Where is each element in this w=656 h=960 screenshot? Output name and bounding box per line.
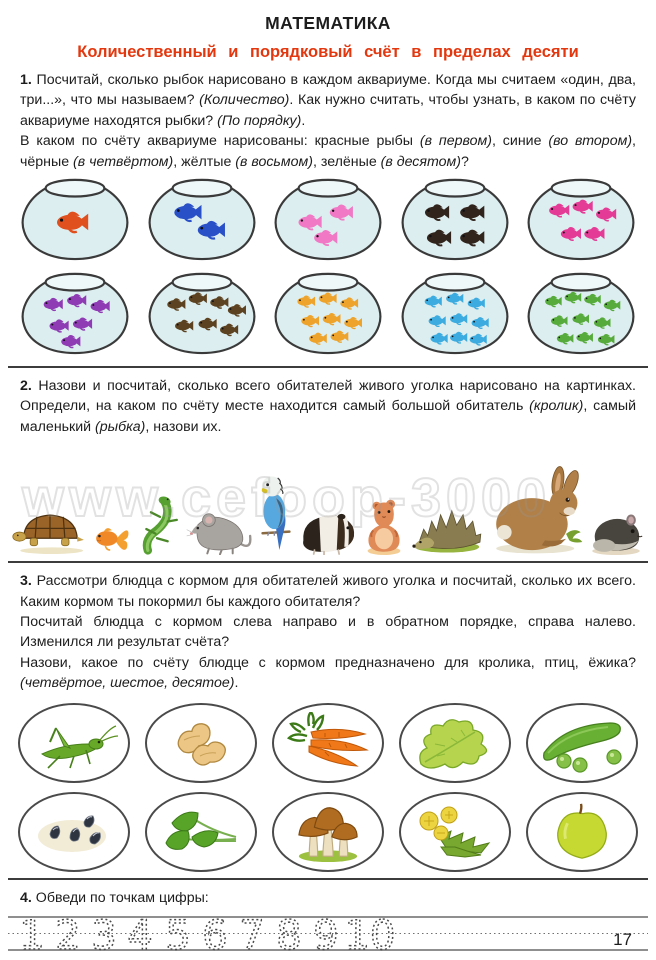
text-segment: , синие [491,133,549,150]
chinchilla-icon [588,509,644,555]
saucer-row-1 [0,703,656,783]
saucer-1 [18,703,130,783]
aquarium-3-pink [269,175,387,266]
fishbowl-icon [396,175,514,261]
text-segment: Рассмотри блюдца с кормом для обитателей живого уголка и посчитай, сколько их всего. Каким кормом ты покормил бы каждого обитателя? [20,573,636,610]
task2-text [20,376,636,437]
text-segment: . Как нужно считать, чтобы узнать, в каком по счёту аквариуме находятся рыбки? [20,92,636,129]
trace-digit-7[interactable]: 7 [239,915,265,956]
text-segment: , назови их. [145,418,222,435]
trace-digit-6[interactable]: 6 [202,915,228,956]
saucer-5 [526,703,638,783]
saucer-row-2 [0,792,656,872]
aquarium-9-light-blue [396,269,514,360]
rabbit-icon [488,464,584,555]
text-segment: (Количество) [199,92,290,109]
saucer-4 [399,703,511,783]
trace-digit-5[interactable]: 5 [165,915,191,956]
text-segment: , чёрные [20,133,636,170]
aquarium-4-black [396,175,514,266]
trace-digit-2[interactable]: 2 [55,915,81,956]
saucer-10 [526,792,638,872]
aquarium-5-magenta [522,175,640,266]
trace-digit-4[interactable]: 4 [127,915,153,956]
task4-text [20,888,636,908]
aquarium-6-purple [16,269,134,360]
text-segment: . [301,112,306,129]
trace-digits-area [8,915,648,955]
text-segment: Назови, какое по счёту блюдце с кормом предназначено для кролика, птиц, ёжика? [20,654,636,671]
fishbowl-icon [396,269,514,355]
text-segment: (четвёртое, шестое, десятое) [20,675,235,692]
text-segment: (рыбка) [95,418,146,435]
fishbowl-icon [522,175,640,261]
fishbowl-icon [16,175,134,261]
aquarium-2-blue [143,175,261,266]
fishbowl-icon [269,175,387,261]
dandelions-icon [411,803,499,861]
saucer-6 [18,792,130,872]
grasshopper-icon [30,714,118,772]
saucer-3 [272,703,384,783]
trace-digit-10[interactable]: 10 [344,915,396,956]
text-segment: (в четвёртом) [73,153,174,170]
text-segment: (в первом) [419,133,492,150]
page-title: МАТЕМАТИКА [265,13,391,33]
section-divider-2 [8,561,648,563]
peas-icon [538,713,626,773]
watermark: www.cefoop-3000 [22,468,552,529]
text-segment: ? [460,153,469,170]
trace-digit-9[interactable]: 9 [313,915,339,956]
page-subtitle: Количественный и порядковый счёт в пределах десяти [77,43,579,61]
mushrooms-icon [288,800,368,864]
text-segment: Назови и посчитай, сколько всего обитателей живого уголка нарисовано на картинках. Определи, на каком по счёту месте находится самый большой обитатель [20,378,636,415]
text-segment: (во втором) [548,133,633,150]
fishbowl-icon [522,269,640,355]
text-segment: (кролик) [529,398,584,415]
greens-icon [158,803,244,861]
text-segment: (в восьмом) [235,153,313,170]
trace-digit-1[interactable]: 1 [19,915,45,956]
task3-text [20,571,636,693]
aquarium-row-1 [0,175,656,266]
saucer-2 [145,703,257,783]
guinea-pig-icon [297,507,359,555]
hedgehog-icon [410,497,484,555]
text-segment: , самый маленький [20,398,636,435]
text-segment: , жёлтые [173,153,236,170]
trace-digits-svg [8,915,648,955]
fishbowl-icon [16,269,134,355]
peanuts-icon [162,714,240,772]
fishbowl-icon [269,269,387,355]
text-segment: 2. [20,378,39,395]
aquarium-row-2 [0,269,656,360]
text-segment: (в десятом) [380,153,461,170]
text-segment: 4. [20,889,36,906]
text-segment: Посчитай, сколько рыбок нарисовано в каждом аквариуме. Когда мы считаем «один, два, три...», что мы называем? [20,72,637,109]
trace-digit-3[interactable]: 3 [91,915,117,956]
lizard-icon [134,494,180,555]
animals-strip [0,437,656,555]
turtle-icon [12,505,88,555]
hamster-icon [363,496,405,555]
text-segment: , зелёные [312,153,381,170]
goldfish-icon [92,522,130,555]
sunflower-seeds-icon [32,804,116,860]
saucer-9 [399,792,511,872]
aquarium-1-red [16,175,134,266]
text-segment: . [234,675,239,692]
text-segment: 3. [20,573,37,590]
leaf-icon [415,714,495,772]
carrots-icon [285,712,371,774]
fishbowl-icon [143,269,261,355]
text-segment: 1. [20,72,37,88]
text-segment: В каком по счёту аквариуме нарисованы: красные рыбы [20,133,420,150]
section-divider-1 [8,366,648,368]
aquarium-7-brown [143,269,261,360]
page-number: 17 [613,930,632,949]
text-segment: Обведи по точкам цифры: [35,889,209,906]
section-divider-3 [8,878,648,880]
trace-digit-8[interactable]: 8 [276,915,302,956]
text-segment: Посчитай блюдца с кормом слева направо и в обратном порядке, справа налево. Изменился ли результат счёта? [20,614,636,651]
apple-icon [547,800,617,864]
aquarium-10-green [522,269,640,360]
aquarium-8-yellow [269,269,387,360]
saucer-8 [272,792,384,872]
mouse-icon [185,509,255,555]
task1-text [20,70,636,172]
fishbowl-icon [143,175,261,261]
budgie-icon [259,473,293,555]
text-segment: (По порядку) [217,112,302,129]
saucer-7 [145,792,257,872]
